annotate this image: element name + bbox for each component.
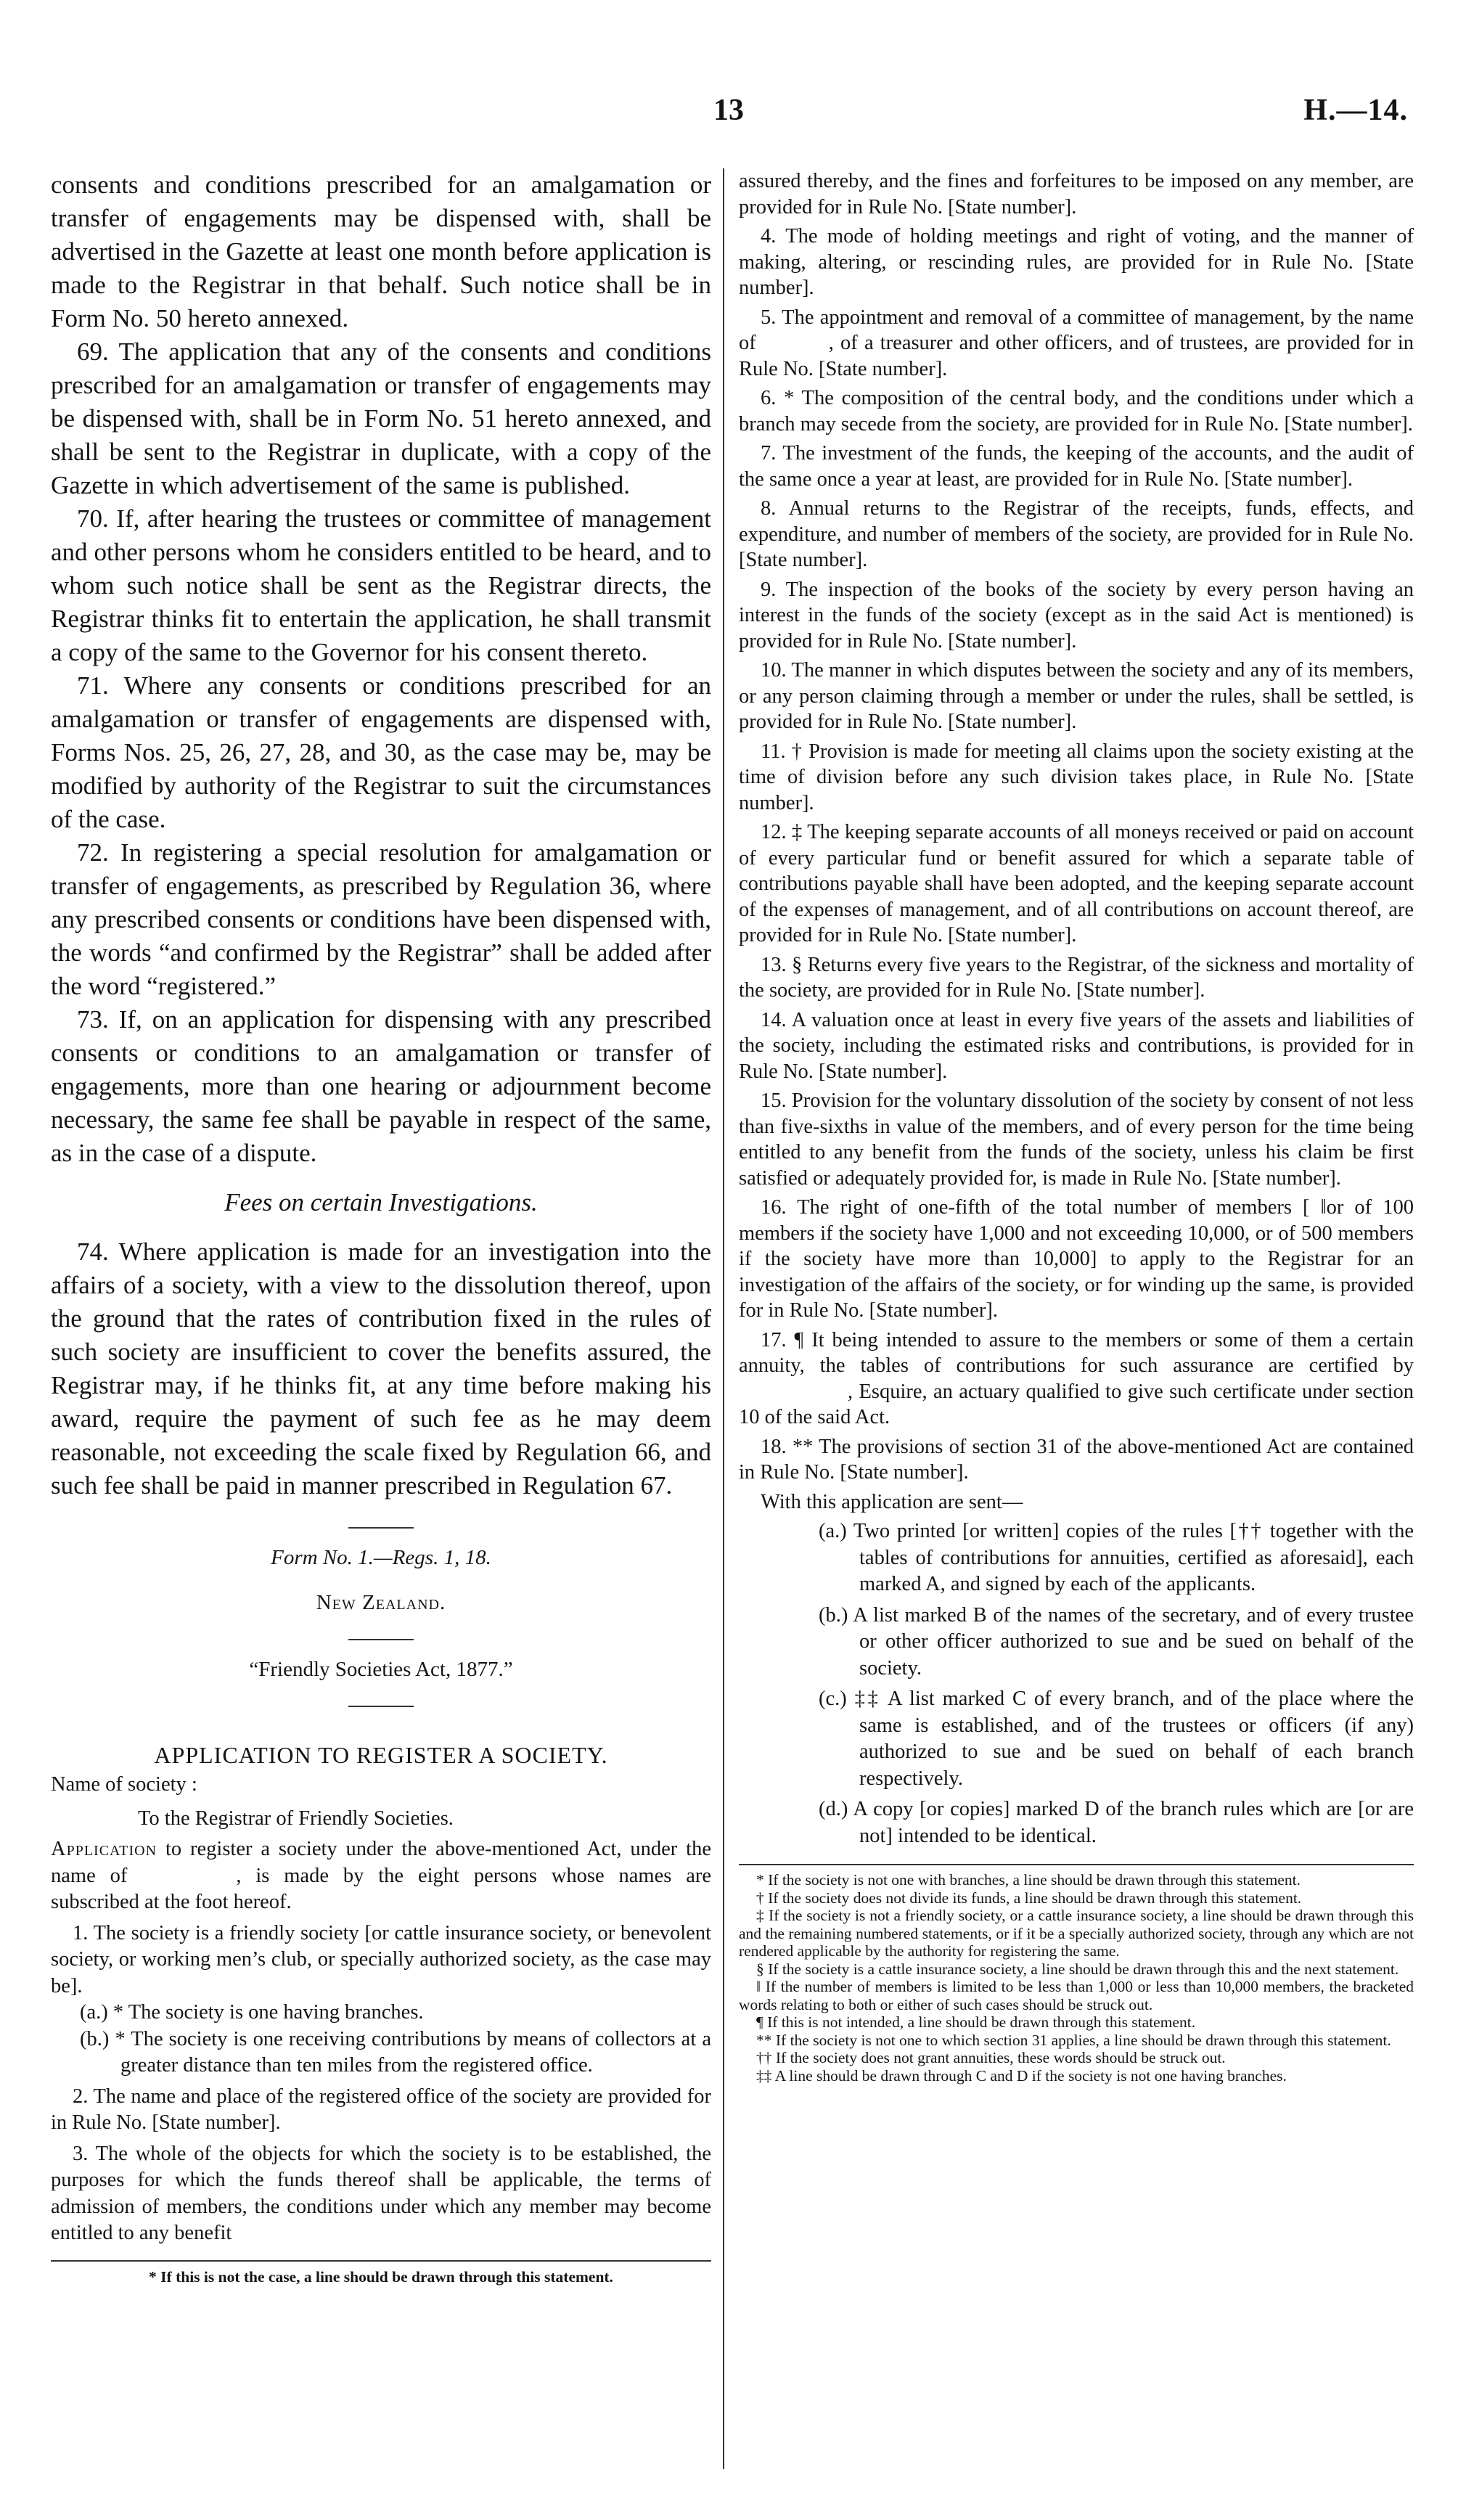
footnote-star: * If the society is not one with branches, a line should be drawn through this statement. xyxy=(756,1871,1301,1889)
name-of-society-label: Name of society : xyxy=(51,1773,197,1796)
left-column xyxy=(51,168,711,2286)
footnote-dagger: † If the society does not divide its funds, a line should be drawn through this statement. xyxy=(756,1889,1302,1907)
item-3-continued: assured thereby, and the fines and forfeitures to be imposed on any member, are provided for in Rule No. [State number]. xyxy=(739,170,1414,218)
paragraph-74: 74. Where application is made for an investigation into the affairs of a society, with a view to the dissolution thereof, upon the ground that the rates of contribution fixed in the rules of such society are insufficient to cover the benefits assured, the Registrar may, if he thinks fit, at any time before making his award, require the payment of such fee as he may deem reasonable, not exceeding the scale fixed by Regulation 66, and such fee shall be paid in manner prescribed in Regulation 67. xyxy=(51,1238,711,1500)
item-7: 7. The investment of the funds, the keeping of the accounts, and the audit of the same once a year at least, are provided for in Rule No. [State number]. xyxy=(739,442,1414,491)
addressee: To the Registrar of Friendly Societies. xyxy=(138,1807,454,1830)
item-4: 4. The mode of holding meetings and right of voting, and the manner of making, altering, or rescinding rules, are provided for in Rule No. [State number]. xyxy=(739,225,1414,299)
item-11: 11. † Provision is made for meeting all claims upon the society existing at the time of division before any such division takes place, in Rule No. [State number]. xyxy=(739,740,1414,814)
footnote-parallel: ‖ If the number of members is limited to be less than 1,000 or less than 10,000 members, the bracketed words relating to both or either of such cases should be struck out. xyxy=(739,1978,1414,2013)
footnote-pilcrow: ¶ If this is not intended, a line should be drawn through this statement. xyxy=(756,2013,1196,2031)
item-5-start: 5. The appointment and removal of a committee of management, by the name of xyxy=(739,306,1414,354)
document-code: H.—14. xyxy=(1303,94,1408,127)
application-title: APPLICATION TO REGISTER A SOCIETY. xyxy=(154,1742,608,1768)
item-12: 12. ‡ The keeping separate accounts of all moneys received or paid on account of every particular fund or benefit assured for which a separate table of contributions payable shall have been adopted, and the keeping separate account of the expenses of management, and of all contributions on account thereof, are provided for in Rule No. [State number]. xyxy=(739,821,1414,946)
footnote-double-dagger-2: †† If the society does not grant annuities, these words should be struck out. xyxy=(756,2049,1226,2066)
item-18: 18. ** The provisions of section 31 of the above-mentioned Act are contained in Rule No. [State number]. xyxy=(739,1435,1414,1484)
item-15: 15. Provision for the voluntary dissolution of the society by consent of not less than five-sixths in value of the members, and of every person for the time being entitled to any benefit from the funds of the society, unless his claim be first satisfied or adequately provided for, is made in Rule No. [State number]. xyxy=(739,1089,1414,1190)
enclosure-a: (a.) Two printed [or written] copies of the rules [†† together with the tables of contributions for annuities, certified as aforesaid], each marked A, and signed by each of the applicants. xyxy=(819,1520,1414,1595)
item-17 xyxy=(739,1328,1414,1431)
column-divider xyxy=(723,168,724,2469)
subheading-fees: Fees on certain Investigations. xyxy=(224,1188,538,1216)
footnote: * If this is not the case, a line should be drawn through this statement. xyxy=(149,2267,613,2286)
item-17-end: , Esquire, an actuary qualified to give such certificate under section 10 of the said Act. xyxy=(739,1380,1414,1428)
form-reference: Form No. 1.—Regs. 1, 18. xyxy=(271,1546,491,1569)
divider xyxy=(348,1639,414,1640)
item-1b: (b.) * The society is one receiving contributions by means of collectors at a greater distance than ten miles from the registered office. xyxy=(80,2027,711,2077)
item-16: 16. The right of one-fifth of the total number of members [ ‖or of 100 members if the society have 1,000 and not exceeding 10,000, or of 500 members if the society have more than 10,000] to apply to the Registrar for an investigation of the affairs of the society, or for winding up the same, is provided for in Rule No. [State number]. xyxy=(739,1196,1414,1322)
divider xyxy=(348,1527,414,1529)
paragraph-71: 71. Where any consents or conditions prescribed for an amalgamation or transfer of engagements are dispensed with, Forms Nos. 25, 26, 27, 28, and 30, as the case may be, may be modified by authority of the Registrar to suit the circumstances of the case. xyxy=(51,671,711,833)
paragraph-68-continued: consents and conditions prescribed for an amalgamation or transfer of engagements may be dispensed with, shall be advertised in the Gazette at least one month before application is made to the Registrar in that behalf. Such notice shall be in Form No. 50 hereto annexed. xyxy=(51,171,711,332)
footnote-double-double-dagger: ‡‡ A line should be drawn through C and D if the society is not one having branches. xyxy=(756,2066,1287,2085)
item-13: 13. § Returns every five years to the Registrar, of the sickness and mortality of the society, are provided for in Rule No. [State number]. xyxy=(739,953,1414,1002)
item-5-end: , of a treasurer and other officers, and of trustees, are provided for in Rule No. [State number]. xyxy=(739,332,1414,380)
item-2: 2. The name and place of the registered office of the society are provided for in Rule No. [State number]. xyxy=(51,2085,711,2134)
country-heading: New Zealand. xyxy=(316,1591,446,1614)
paragraph-73: 73. If, on an application for dispensing with any prescribed consents or conditions to an amalgamation or transfer of engagements, more than one hearing or adjournment become necessary, the same fee shall be payable in respect of the same, as in the case of a dispute. xyxy=(51,1005,711,1167)
divider xyxy=(348,1706,414,1707)
application-lead: Application xyxy=(51,1838,157,1860)
act-title: “Friendly Societies Act, 1877.” xyxy=(249,1658,513,1681)
item-6: 6. * The composition of the central body, and the conditions under which a branch may secede from the society, are provided for in Rule No. [State number]. xyxy=(739,387,1414,435)
item-10: 10. The manner in which disputes between the society and any of its members, or any person claiming through a member or under the rules, shall be settled, is provided for in Rule No. [State number]. xyxy=(739,659,1414,733)
paragraph-70: 70. If, after hearing the trustees or committee of management and other persons whom he considers entitled to be heard, and to whom such notice shall be sent as the Registrar directs, the Registrar thinks fit to entertain the application, he shall transmit a copy of the same to the Governor for his consent thereto. xyxy=(51,504,711,666)
with-application: With this application are sent— xyxy=(761,1490,1023,1513)
page-number: 13 xyxy=(713,94,744,127)
footnote-section: § If the society is a cattle insurance society, a line should be drawn through this and the next statement. xyxy=(756,1960,1399,1978)
item-8: 8. Annual returns to the Registrar of the receipts, funds, effects, and expenditure, and number of members of the society, are provided for in Rule No. [State number]. xyxy=(739,497,1414,571)
item-1: 1. The society is a friendly society [or cattle insurance society, or benevolent society, or working men’s club, or specially authorized society, as the case may be]. xyxy=(51,1921,711,1997)
item-17-start: 17. ¶ It being intended to assure to the members or some of them a certain annuity, the tables of contributions for such assurance are certified by xyxy=(739,1328,1414,1377)
application-body-end: , is made by the eight persons whose names are subscribed at the foot hereof. xyxy=(51,1864,711,1913)
application-body: to register a society under the above-mentioned Act, under the name of xyxy=(51,1838,712,1887)
application-intro xyxy=(51,1836,711,1916)
item-5 xyxy=(739,305,1414,382)
item-9: 9. The inspection of the books of the society by every person having an interest in the funds of the society (except as in the said Act is mentioned) is provided for in Rule No. [State number]. xyxy=(739,578,1414,652)
item-3: 3. The whole of the objects for which the society is to be established, the purposes for which the funds thereof shall be applicable, the terms of admission of members, the conditions under which any member may become entitled to any benefit xyxy=(51,2142,711,2244)
footnote-double-star: ** If the society is not one to which section 31 applies, a line should be drawn through this statement. xyxy=(756,2031,1391,2049)
footnote-double-dagger: ‡ If the society is not a friendly society, or a cattle insurance society, a line should be drawn through this and the remaining numbered statements, or if it be a specially authorized society, through any which are not rendered applicable by the authority for registering the same. xyxy=(739,1907,1414,1960)
footnote-rule xyxy=(51,2260,711,2262)
item-1a: (a.) * The society is one having branches. xyxy=(80,2001,424,2024)
enclosure-b: (b.) A list marked B of the names of the secretary, and of every trustee or other officer authorized to sue and be sued on behalf of the society. xyxy=(819,1603,1414,1680)
footnote-rule xyxy=(739,1864,1414,1865)
item-14: 14. A valuation once at least in every five years of the assets and liabilities of the society, including the estimated risks and contributions, is provided for in Rule No. [State number]. xyxy=(739,1008,1414,1083)
paragraph-69: 69. The application that any of the consents and conditions prescribed for an amalgamation or transfer of engagements may be dispensed with, shall be in Form No. 51 hereto annexed, and shall be sent to the Registrar in duplicate, with a copy of the Gazette in which advertisement of the same is published. xyxy=(51,338,711,499)
right-column xyxy=(739,168,1414,2085)
enclosure-d: (d.) A copy [or copies] marked D of the branch rules which are [or are not] intended to be identical. xyxy=(819,1798,1414,1847)
enclosure-c: (c.) ‡‡ A list marked C of every branch, and of the place where the same is established, and of the trustees or officers (if any) authorized to sue and be sued on behalf of each branch respectively. xyxy=(819,1688,1414,1790)
paragraph-72: 72. In registering a special resolution for amalgamation or transfer of engagements, as prescribed by Regulation 36, where any prescribed consents or conditions have been dispensed with, the words “and confirmed by the Registrar” shall be added after the word “registered.” xyxy=(51,838,711,1000)
